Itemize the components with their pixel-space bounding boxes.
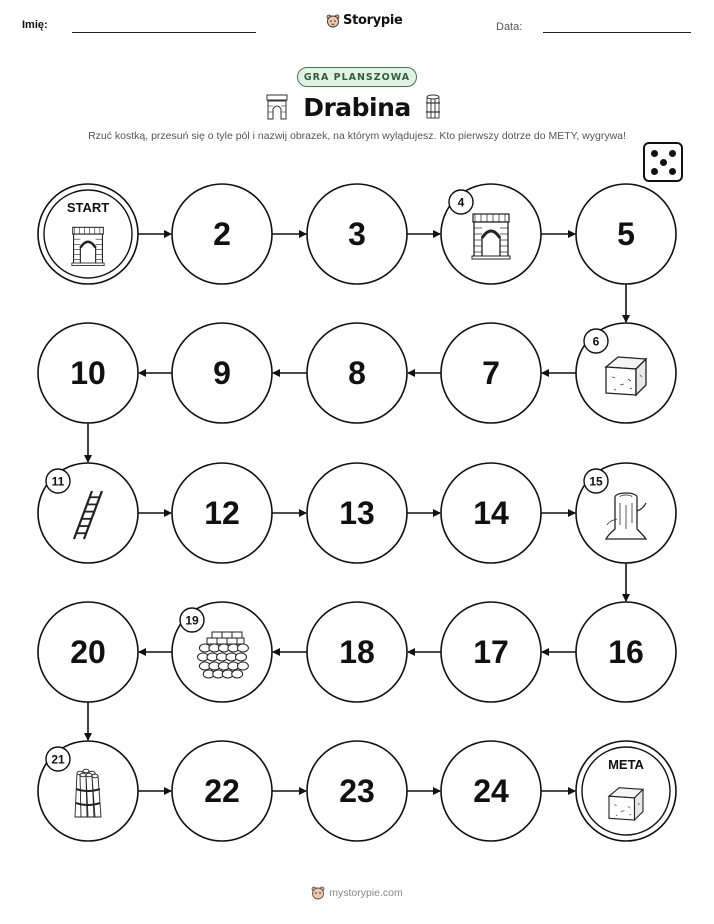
cell-number: 3 (348, 216, 366, 252)
cell-number: 21 (51, 752, 65, 767)
cell-number: 7 (482, 355, 500, 391)
board-cell (307, 602, 407, 702)
board-cell (441, 602, 541, 702)
brand-name: Storypie (343, 13, 403, 28)
footer-site: mystorypie.com (329, 887, 403, 899)
board-cell (576, 184, 676, 284)
stone-block-icon (609, 788, 643, 820)
cell-number: 17 (473, 634, 509, 670)
board-cell (172, 463, 272, 563)
name-label: Imię: (22, 19, 48, 31)
cell-number: 5 (617, 216, 635, 252)
page-title: Drabina (303, 93, 411, 122)
board-cell (576, 602, 676, 702)
date-label: Data: (496, 21, 523, 33)
board-cell (172, 741, 272, 841)
category-badge: GRA PLANSZOWA (297, 67, 417, 87)
cell-number: 15 (589, 474, 603, 489)
board-cell (576, 463, 676, 563)
board-cell (38, 741, 138, 841)
start-label: START (66, 200, 110, 215)
board-cell (307, 184, 407, 284)
cell-number: 16 (608, 634, 644, 670)
cell-number: 24 (473, 773, 509, 809)
cell-number: 23 (339, 773, 375, 809)
cell-number: 8 (348, 355, 366, 391)
cell-number: 13 (339, 495, 375, 531)
log-bundle-icon (75, 769, 101, 817)
finish-cell (576, 741, 676, 841)
cell-number: 2 (213, 216, 231, 252)
footer (0, 886, 714, 900)
board-cell (576, 323, 676, 423)
cell-number: 20 (70, 634, 106, 670)
cell-number: 18 (339, 634, 375, 670)
cell-number: 4 (457, 195, 465, 210)
board-cell (38, 602, 138, 702)
board-cell (172, 184, 272, 284)
cell-number: 19 (185, 613, 199, 628)
game-instructions: Rzuć kostką, przesuń się o tyle pól i nazwij obrazek, na którym wylądujesz. Kto pierwszy dotrze do METY, wygrywa! (88, 130, 626, 142)
start-cell (38, 184, 138, 284)
stone-block-icon (606, 357, 646, 395)
board-cell (441, 323, 541, 423)
board-cell (441, 741, 541, 841)
cell-number: 9 (213, 355, 231, 391)
cell-number: 11 (51, 474, 65, 489)
board-cell (307, 323, 407, 423)
cell-number: 22 (204, 773, 240, 809)
cell-number: 6 (592, 334, 600, 349)
storypie-mascot-icon (311, 886, 325, 900)
board-cell (172, 602, 272, 702)
finish-label: META (608, 757, 644, 772)
board-cell (307, 741, 407, 841)
cell-number: 12 (204, 495, 240, 531)
board-cell (38, 463, 138, 563)
board-cell (441, 184, 541, 284)
cell-number: 14 (473, 495, 509, 531)
cell-number: 10 (70, 355, 106, 391)
board-cell (441, 463, 541, 563)
board-cell (307, 463, 407, 563)
board-cell (38, 323, 138, 423)
board-cell (172, 323, 272, 423)
